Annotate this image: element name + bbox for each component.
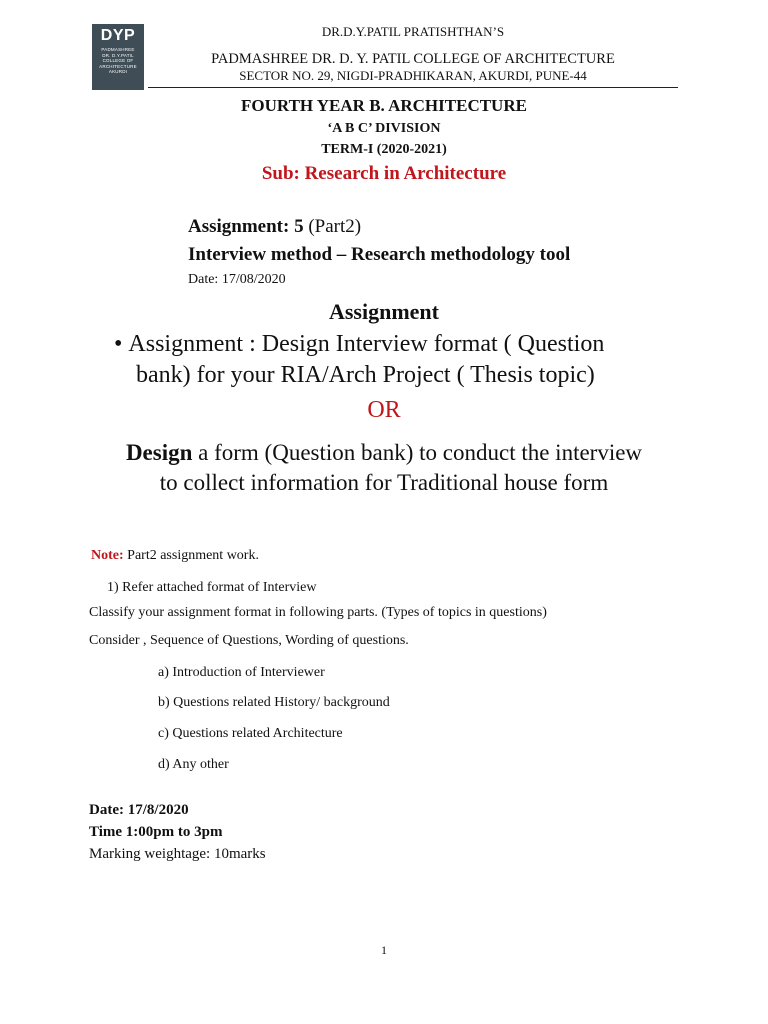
part-item: d) Any other bbox=[158, 757, 229, 772]
course-division: ‘A B C’ DIVISION bbox=[327, 121, 441, 136]
design-line-2: to collect information for Traditional house form bbox=[159, 470, 609, 495]
college-name: PADMASHREE DR. D. Y. PATIL COLLEGE OF ARCHITECTURE bbox=[211, 51, 615, 67]
logo-line: PADMASHREE bbox=[101, 47, 135, 52]
assignment-heading: Assignment bbox=[328, 299, 439, 324]
trust-name: DR.D.Y.PATIL PRATISHTHAN’S bbox=[321, 24, 505, 39]
bullet-dot: • bbox=[114, 331, 129, 357]
schedule-date: Date: 17/8/2020 bbox=[89, 802, 189, 818]
design-text: a form (Question bank) to conduct the interview bbox=[198, 440, 643, 465]
design-line bbox=[0, 440, 768, 466]
assignment-label: Assignment: bbox=[188, 216, 290, 237]
logo-mark: DYP bbox=[100, 27, 136, 44]
or-divider: OR bbox=[367, 397, 401, 423]
part-item: c) Questions related Architecture bbox=[158, 726, 343, 741]
note-line bbox=[91, 548, 259, 564]
part-item: b) Questions related History/ background bbox=[158, 695, 390, 710]
consider-line: Consider , Sequence of Questions, Wording of questions. bbox=[89, 633, 409, 648]
note-label: Note: bbox=[91, 548, 124, 563]
note-text: Part2 assignment work. bbox=[127, 548, 259, 563]
assignment-title bbox=[188, 216, 361, 238]
course-year: FOURTH YEAR B. ARCHITECTURE bbox=[241, 96, 527, 115]
assignment-part: (Part2) bbox=[308, 216, 362, 237]
course-term: TERM-I (2020-2021) bbox=[321, 142, 447, 157]
page-number: 1 bbox=[381, 943, 387, 957]
college-logo bbox=[92, 24, 144, 90]
bullet-continuation: bank) for your RIA/Arch Project ( Thesis topic) bbox=[136, 362, 595, 388]
logo-line: DR. D.Y.PATIL bbox=[102, 52, 134, 58]
header-divider bbox=[148, 87, 678, 88]
bullet-text: Assignment : Design Interview format ( Question bbox=[128, 331, 605, 357]
logo-line: AKURDI bbox=[108, 69, 128, 74]
assignment-number: 5 bbox=[294, 216, 304, 237]
schedule-time: Time 1:00pm to 3pm bbox=[89, 824, 223, 840]
classify-line: Classify your assignment format in following parts. (Types of topics in questions) bbox=[89, 605, 547, 620]
part-item: a) Introduction of Interviewer bbox=[158, 665, 325, 680]
college-address: SECTOR NO. 29, NIGDI-PRADHIKARAN, AKURDI, PUNE-44 bbox=[239, 68, 587, 83]
logo-line: COLLEGE OF bbox=[102, 58, 134, 63]
marking-weightage: Marking weightage: 10marks bbox=[89, 846, 266, 862]
assignment-date: Date: 17/08/2020 bbox=[188, 272, 286, 287]
note-item-1: 1) Refer attached format of Interview bbox=[107, 580, 317, 595]
bullet-item bbox=[114, 329, 604, 360]
logo-line: ARCHITECTURE bbox=[99, 63, 137, 69]
logo-subtext bbox=[92, 47, 144, 75]
assignment-topic: Interview method – Research methodology tool bbox=[188, 244, 571, 265]
design-emphasis: Design bbox=[125, 440, 193, 465]
course-subject: Sub: Research in Architecture bbox=[261, 163, 507, 184]
